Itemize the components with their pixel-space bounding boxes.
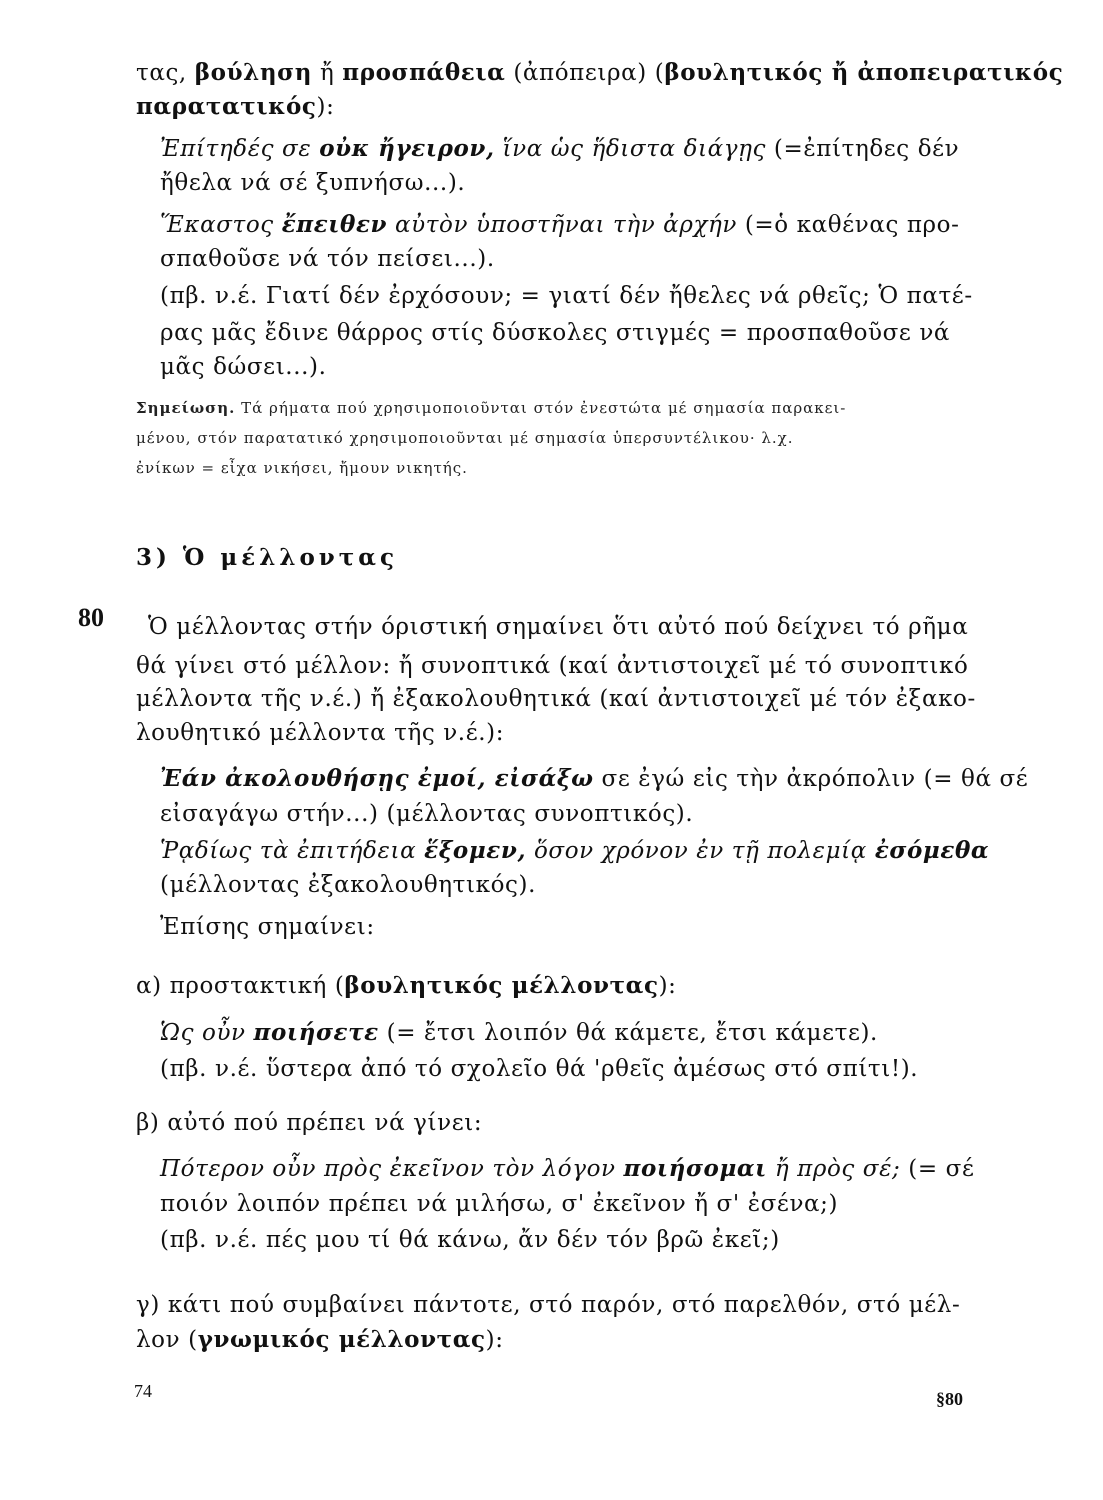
- text-line: (μέλλοντας ἐξακολουθητικός).: [160, 872, 536, 898]
- text-line: (πβ. ν.έ. ὕστερα ἀπό τό σχολεῖο θά 'ρθεῖς ἀμέσως στό σπίτι!).: [160, 1056, 919, 1082]
- text-line: ρας μᾶς ἔδινε θάρρος στίς δύσκολες στιγμές = προσπαθοῦσε νά: [160, 320, 951, 346]
- text-line: τας, βούληση ἤ προσπάθεια (ἀπόπειρα) (βουλητικός ἤ ἀποπειρατικός: [136, 59, 1064, 86]
- text-line: (πβ. ν.έ. Γιατί δέν ἐρχόσουν; = γιατί δέν ἤθελες νά ρθεῖς; Ὁ πατέ-: [160, 283, 973, 309]
- text-line: Ἐπίτηδές σε οὐκ ἤγειρον, ἵνα ὡς ἥδιστα διάγῃς (=ἐπίτηδες δέν: [160, 135, 960, 162]
- text-line: Πότερον οὖν πρὸς ἐκεῖνον τὸν λόγον ποιήσομαι ἤ πρὸς σέ; (= σέ: [160, 1155, 975, 1182]
- note-line: μένου, στόν παρατατικό χρησιμοποιοῦνται μέ σημασία ὑπερσυντέλικου· λ.χ.: [136, 429, 794, 447]
- text-line: Ἐάν ἀκολουθήσῃς ἐμοί, εἰσάξω σε ἐγώ εἰς τὴν ἀκρόπολιν (= θά σέ: [160, 765, 1029, 792]
- section-number: 80: [78, 603, 104, 632]
- note-line: ἐνίκων = εἶχα νικήσει, ἤμουν νικητής.: [136, 459, 468, 477]
- text-line: ἤθελα νά σέ ξυπνήσω...).: [160, 170, 466, 196]
- text-line: λον (γνωμικός μέλλοντας):: [136, 1326, 504, 1353]
- text-line: ποιόν λοιπόν πρέπει νά μιλήσω, σ' ἐκεῖνον ἤ σ' ἐσένα;): [160, 1191, 839, 1217]
- text-line: γ) κάτι πού συμβαίνει πάντοτε, στό παρόν, στό παρελθόν, στό μέλ-: [136, 1292, 961, 1318]
- text-line: λουθητικό μέλλοντα τῆς ν.έ.):: [136, 720, 505, 746]
- text-line: Ὡς οὖν ποιήσετε (= ἔτσι λοιπόν θά κάμετε, ἔτσι κάμετε).: [160, 1019, 878, 1046]
- text-line: εἰσαγάγω στήν...) (μέλλοντας συνοπτικός).: [160, 801, 694, 827]
- text-line: παρατατικός):: [136, 93, 335, 120]
- text-line: μέλλοντα τῆς ν.έ.) ἤ ἐξακολουθητικά (καί ἀντιστοιχεῖ μέ τόν ἐξακο-: [136, 686, 976, 712]
- text-line: Ῥᾳδίως τὰ ἐπιτήδεια ἕξομεν, ὅσον χρόνον ἐν τῇ πολεμίᾳ ἐσόμεθα: [160, 837, 990, 864]
- text-line: μᾶς δώσει...).: [160, 354, 327, 380]
- text-line: Ἕκαστος ἔπειθεν αὐτὸν ὑποστῆναι τὴν ἀρχήν (=ὁ καθένας προ-: [160, 211, 960, 238]
- section-reference: §80: [936, 1389, 963, 1409]
- text-line: σπαθοῦσε νά τόν πείσει...).: [160, 246, 495, 272]
- text-line: β) αὐτό πού πρέπει νά γίνει:: [136, 1110, 483, 1136]
- note-line: Σημείωση. Τά ρήματα πού χρησιμοποιοῦνται στόν ἐνεστώτα μέ σημασία παρακει-: [136, 399, 847, 417]
- text-line: θά γίνει στό μέλλον: ἤ συνοπτικά (καί ἀντιστοιχεῖ μέ τό συνοπτικό: [136, 653, 969, 679]
- text-line: Ὁ μέλλοντας στήν όριστική σημαίνει ὅτι αὐτό πού δείχνει τό ρῆμα: [148, 614, 969, 640]
- text-line: (πβ. ν.έ. πές μου τί θά κάνω, ἄν δέν τόν βρῶ ἐκεῖ;): [160, 1227, 780, 1253]
- page-number: 74: [134, 1381, 152, 1401]
- text-line: Ἐπίσης σημαίνει:: [160, 914, 375, 940]
- text-line: α) προστακτική (βουλητικός μέλλοντας):: [136, 972, 677, 999]
- section-heading: 3) Ὁ μέλλοντας: [136, 544, 398, 571]
